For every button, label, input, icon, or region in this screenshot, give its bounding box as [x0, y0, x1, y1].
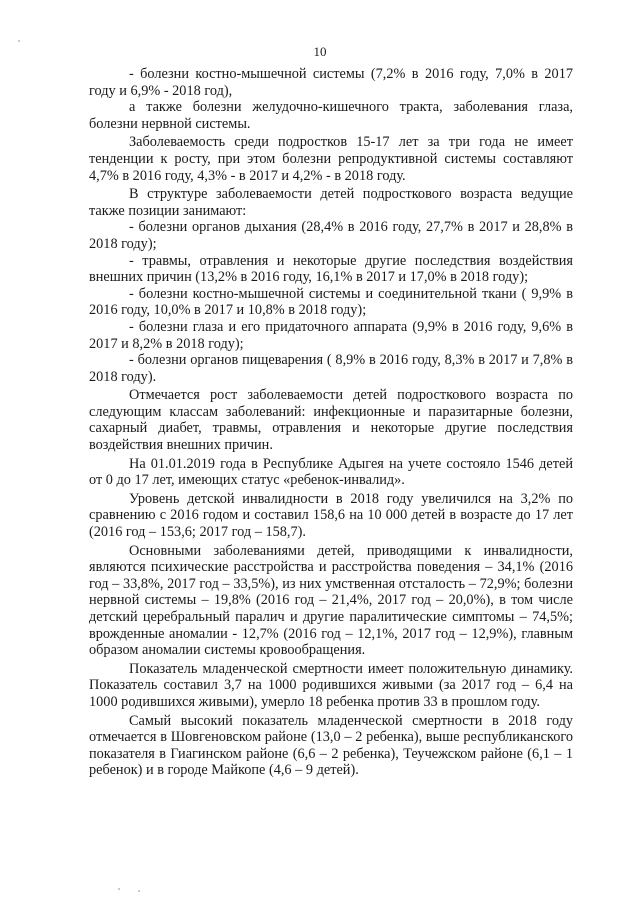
- paragraph: На 01.01.2019 года в Республике Адыгея на учете состояло 1546 детей от 0 до 17 лет, имеющих статус «ребенок-инвалид».: [89, 455, 573, 489]
- paragraph: Показатель младенческой смертности имеет положительную динамику. Показатель составил 3,7 на 1000 родившихся живыми (за 2017 год – 6,4 на 1000 родившихся живыми), умерло 18 ребенка против 33 в прошлом году.: [89, 660, 573, 710]
- paragraph: В структуре заболеваемости детей подросткового возраста ведущие также позиции занимают:: [89, 186, 573, 219]
- paragraph: - болезни органов пищеварения ( 8,9% в 2016 году, 8,3% в 2017 и 7,8% в 2018 году).: [89, 352, 573, 385]
- document-body: [89, 66, 573, 779]
- paragraph: - болезни органов дыхания (28,4% в 2016 году, 27,7% в 2017 и 28,8% в 2018 году);: [89, 219, 573, 252]
- paragraph: Заболеваемость среди подростков 15-17 лет за три года не имеет тенденции к росту, при этом болезни репродуктивной системы составляют 4,7% в 2016 году, 4,3% - в 2017 и 4,2% - в 2018 году.: [89, 134, 573, 184]
- paragraph: - болезни костно-мышечной системы и соединительной ткани ( 9,9% в 2016 году, 10,0% в 2017 и 10,8% в 2018 году);: [89, 285, 573, 319]
- paragraph: Основными заболеваниями детей, приводящими к инвалидности, являются психические расстройства и расстройства поведения – 34,1% (2016 год – 33,8%, 2017 год – 33,5%), из них умственная отсталость – 72,9%; болезни нервной системы – 19,8% (2016 год – 21,4%, 2017 год – 20,0%), в том числе детский церебральный паралич и другие паралитические симптомы – 74,5%; врожденные аномалии - 12,7% (2016 год – 12,1%, 2017 год – 12,9%), главным образом аномалии системы кровообращения.: [89, 542, 573, 659]
- scan-speck: [118, 888, 120, 890]
- paragraph: - болезни глаза и его придаточного аппарата (9,9% в 2016 году, 9,6% в 2017 и 8,2% в 2018 году);: [89, 318, 573, 352]
- page-number: 10: [313, 44, 327, 59]
- paragraph: Самый высокий показатель младенческой смертности в 2018 году отмечается в Шовгеновском районе (13,0 – 2 ребенка), выше республиканского показателя в Гиагинском районе (6,6 – 2 ребенка), Теучежском районе (6,1 – 1 ребенок) и в городе Майкопе (4,6 – 9 детей).: [89, 712, 573, 779]
- scan-speck: [18, 40, 20, 42]
- paragraph: - травмы, отравления и некоторые другие последствия воздействия внешних причин (13,2% в 2016 году, 16,1% в 2017 и 17,0% в 2018 году);: [89, 252, 573, 286]
- paragraph: Уровень детской инвалидности в 2018 году увеличился на 3,2% по сравнению с 2016 годом и составил 158,6 на 10 000 детей в возрасте до 17 лет (2016 год – 153,6; 2017 год – 158,7).: [89, 490, 573, 541]
- paragraph: а также болезни желудочно-кишечного тракта, заболевания глаза, болезни нервной системы.: [89, 99, 573, 132]
- scan-speck: [138, 890, 140, 892]
- paragraph: Отмечается рост заболеваемости детей подросткового возраста по следующим классам заболеваний: инфекционные и паразитарные болезни, сахарный диабет, травмы, отравления и некоторые другие последствия воздействия внешних причин.: [89, 387, 573, 454]
- paragraph: - болезни костно-мышечной системы (7,2% в 2016 году, 7,0% в 2017 году и 6,9% - 2018 год),: [89, 66, 573, 99]
